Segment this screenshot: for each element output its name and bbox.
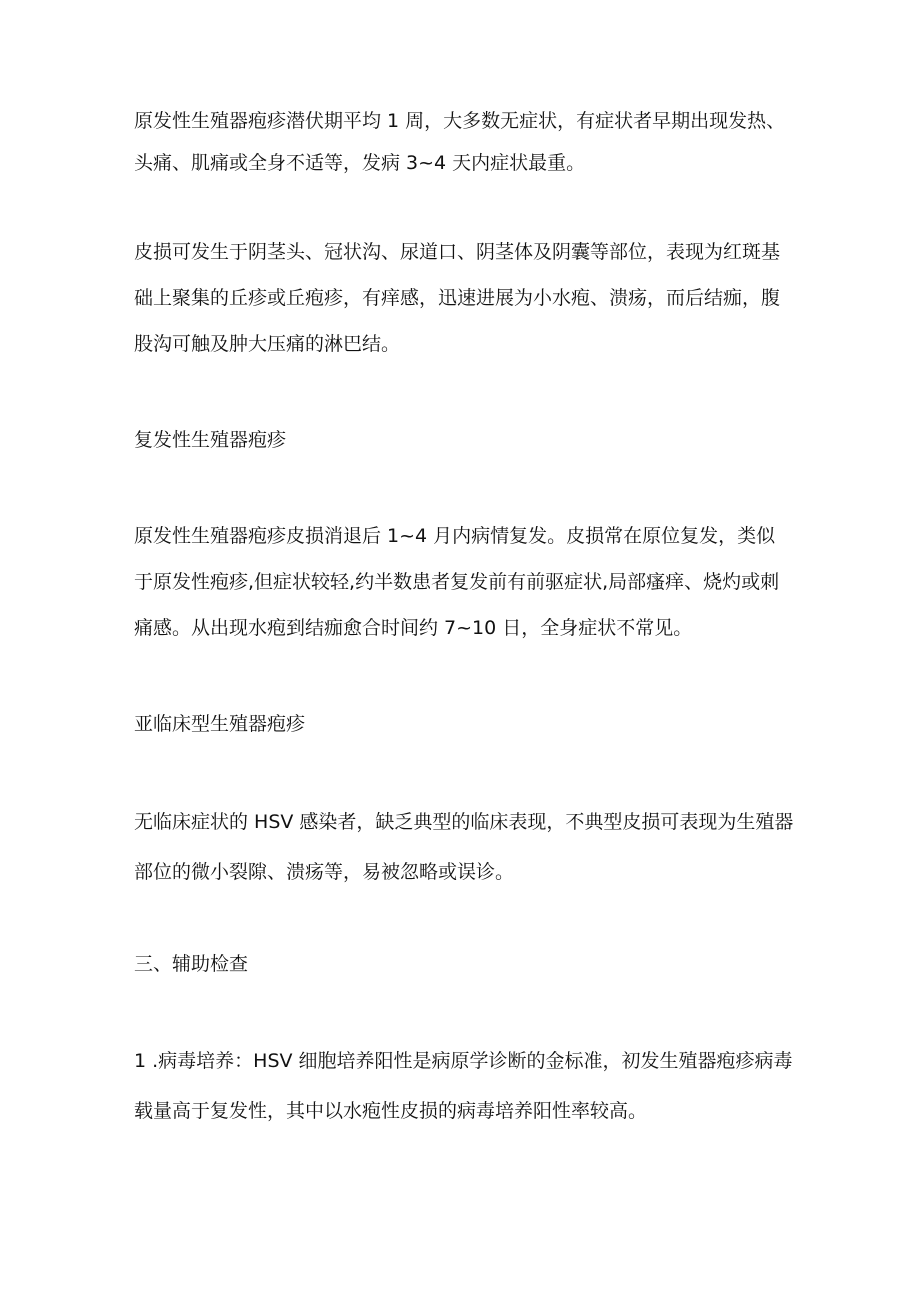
heading-recurrent-herpes: 复发性生殖器疱疹: [134, 429, 287, 451]
paragraph-virus-culture: 1 .病毒培养：HSV 细胞培养阳性是病原学诊断的金标准，初发生殖器疱疹病毒载量高于复发性，其中以水疱性皮损的病毒培养阳性率较高。: [134, 1050, 793, 1122]
paragraph-primary-incubation: 原发性生殖器疱疹潜伏期平均 1 周，大多数无症状，有症状者早期出现发热、头痛、肌痛或全身不适等，发病 3~4 天内症状最重。: [134, 110, 786, 174]
paragraph-subclinical-description: 无临床症状的 HSV 感染者，缺乏典型的临床表现，不典型皮损可表现为生殖器部位的微小裂隙、溃疡等，易被忽略或误诊。: [134, 811, 794, 883]
heading-auxiliary-tests: 三、辅助检查: [134, 953, 249, 975]
paragraph-recurrent-description: 原发性生殖器疱疹皮损消退后 1~4 月内病情复发。皮损常在原位复发，类似于原发性疱疹,但症状较轻,约半数患者复发前有前驱症状,局部瘙痒、烧灼或刺痛感。从出现水疱到结痂愈合时间约 7~10 日，全身症状不常见。: [134, 525, 780, 639]
paragraph-lesion-sites: 皮损可发生于阴茎头、冠状沟、尿道口、阴茎体及阴囊等部位，表现为红斑基础上聚集的丘疹或丘疱疹，有痒感，迅速进展为小水疱、溃疡，而后结痂，腹股沟可触及肿大压痛的淋巴结。: [134, 241, 781, 355]
heading-subclinical-herpes: 亚临床型生殖器疱疹: [134, 713, 306, 735]
